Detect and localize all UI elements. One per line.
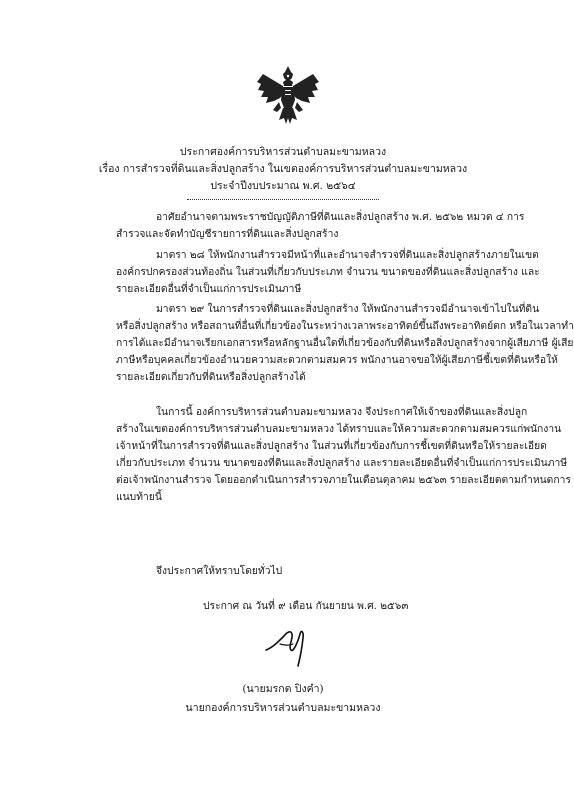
- garuda-emblem-icon: [255, 64, 321, 128]
- text-line: อาศัยอำนาจตามพระราชบัญญัติภาษีที่ดินและสิ่งปลูกสร้าง พ.ศ. ๒๕๖๒ หมวด ๔ การ: [156, 211, 525, 223]
- signer-title: นายกองค์การบริหารส่วนตำบลมะขามหลวง: [185, 702, 381, 714]
- text-line: มาตรา ๒๙ ในการสำรวจที่ดินและสิ่งปลูกสร้าง ให้พนักงานสำรวจมีอำนาจเข้าไปในที่ดิน: [156, 303, 540, 315]
- text-line: สำรวจและจัดทำบัญชีรายการที่ดินและสิ่งปลูกสร้าง: [116, 228, 339, 240]
- paragraph-notice: [116, 404, 571, 506]
- paragraph-authority: [116, 209, 525, 243]
- dotted-divider: [187, 199, 379, 200]
- signature: [258, 620, 318, 668]
- text-line: การได้และมีอำนาจเรียกเอกสารหรือหลักฐานอื่นใดที่เกี่ยวข้องกับที่ดินหรือสิ่งปลูกสร้างจากผู้เสียภาษี ผู้เสีย: [116, 337, 574, 349]
- fiscal-year-line: ประจำปีงบประมาณ พ.ศ. ๒๕๖๔: [210, 180, 356, 192]
- announcement-subject: เรื่อง การสำรวจที่ดินและสิ่งปลูกสร้าง ในเขตองค์การบริหารส่วนตำบลมะขามหลวง: [98, 163, 468, 175]
- text-line: ต่อเจ้าพนักงานสำรวจ โดยออกดำเนินการสำรวจภายในเดือนตุลาคม ๒๕๖๓ รายละเอียดตามกำหนดการ: [116, 474, 571, 486]
- text-line: หรือสิ่งปลูกสร้าง หรือสถานที่อื่นที่เกี่ยวข้องในระหว่างเวลาพระอาทิตย์ขึ้นถึงพระอาทิตย์ตก หรือในเวลาทำ: [116, 320, 574, 332]
- closing-line: จึงประกาศให้ทราบโดยทั่วไป: [156, 565, 283, 577]
- announcement-org-heading: ประกาศองค์การบริหารส่วนตำบลมะขามหลวง: [179, 146, 387, 158]
- text-line: มาตรา ๒๘ ให้พนักงานสำรวจมีหน้าที่และอำนาจสำรวจที่ดินและสิ่งปลูกสร้างภายในเขต: [156, 249, 539, 261]
- paragraph-section-29: [116, 301, 574, 386]
- text-line: ในการนี้ องค์การบริหารส่วนตำบลมะขามหลวง จึงประกาศให้เจ้าของที่ดินและสิ่งปลูก: [156, 406, 528, 418]
- text-line: เจ้าหน้าที่ในการสำรวจที่ดินและสิ่งปลูกสร้าง ในส่วนที่เกี่ยวข้องกับการชี้เขตที่ดินหรือให้รายละเอียด: [116, 440, 547, 452]
- text-line: รายละเอียดเกี่ยวกับที่ดินหรือสิ่งปลูกสร้างได้: [116, 371, 306, 383]
- text-line: องค์กรปกครองส่วนท้องถิ่น ในส่วนที่เกี่ยวกับประเภท จำนวน ขนาดของที่ดินและสิ่งปลูกสร้าง และ: [116, 266, 540, 278]
- text-line: เกี่ยวกับประเภท จำนวน ขนาดของที่ดินและสิ่งปลูกสร้าง และรายละเอียดอื่นที่จำเป็นแก่การประเมินภาษี: [116, 457, 568, 469]
- text-line: สร้างในเขตองค์การบริหารส่วนตำบลมะขามหลวง ได้ทราบและให้ความสะดวกตามสมควรแก่พนักงาน: [116, 423, 562, 435]
- signer-name: (นายมรกต ปิงคำ): [242, 683, 324, 695]
- text-line: แนบท้ายนี้: [116, 491, 162, 503]
- text-line: ภาษีหรือบุคคลเกี่ยวข้องอำนวยความสะดวกตามสมควร พนักงานอาจขอให้ผู้เสียภาษีชี้เขตที่ดินหรือให้: [116, 354, 558, 366]
- announcement-date: ประกาศ ณ วันที่ ๙ เดือน กันยายน พ.ศ. ๒๕๖๓: [203, 600, 409, 612]
- paragraph-section-28: [116, 247, 540, 298]
- text-line: รายละเอียดอื่นที่จำเป็นแก่การประเมินภาษี: [116, 283, 302, 295]
